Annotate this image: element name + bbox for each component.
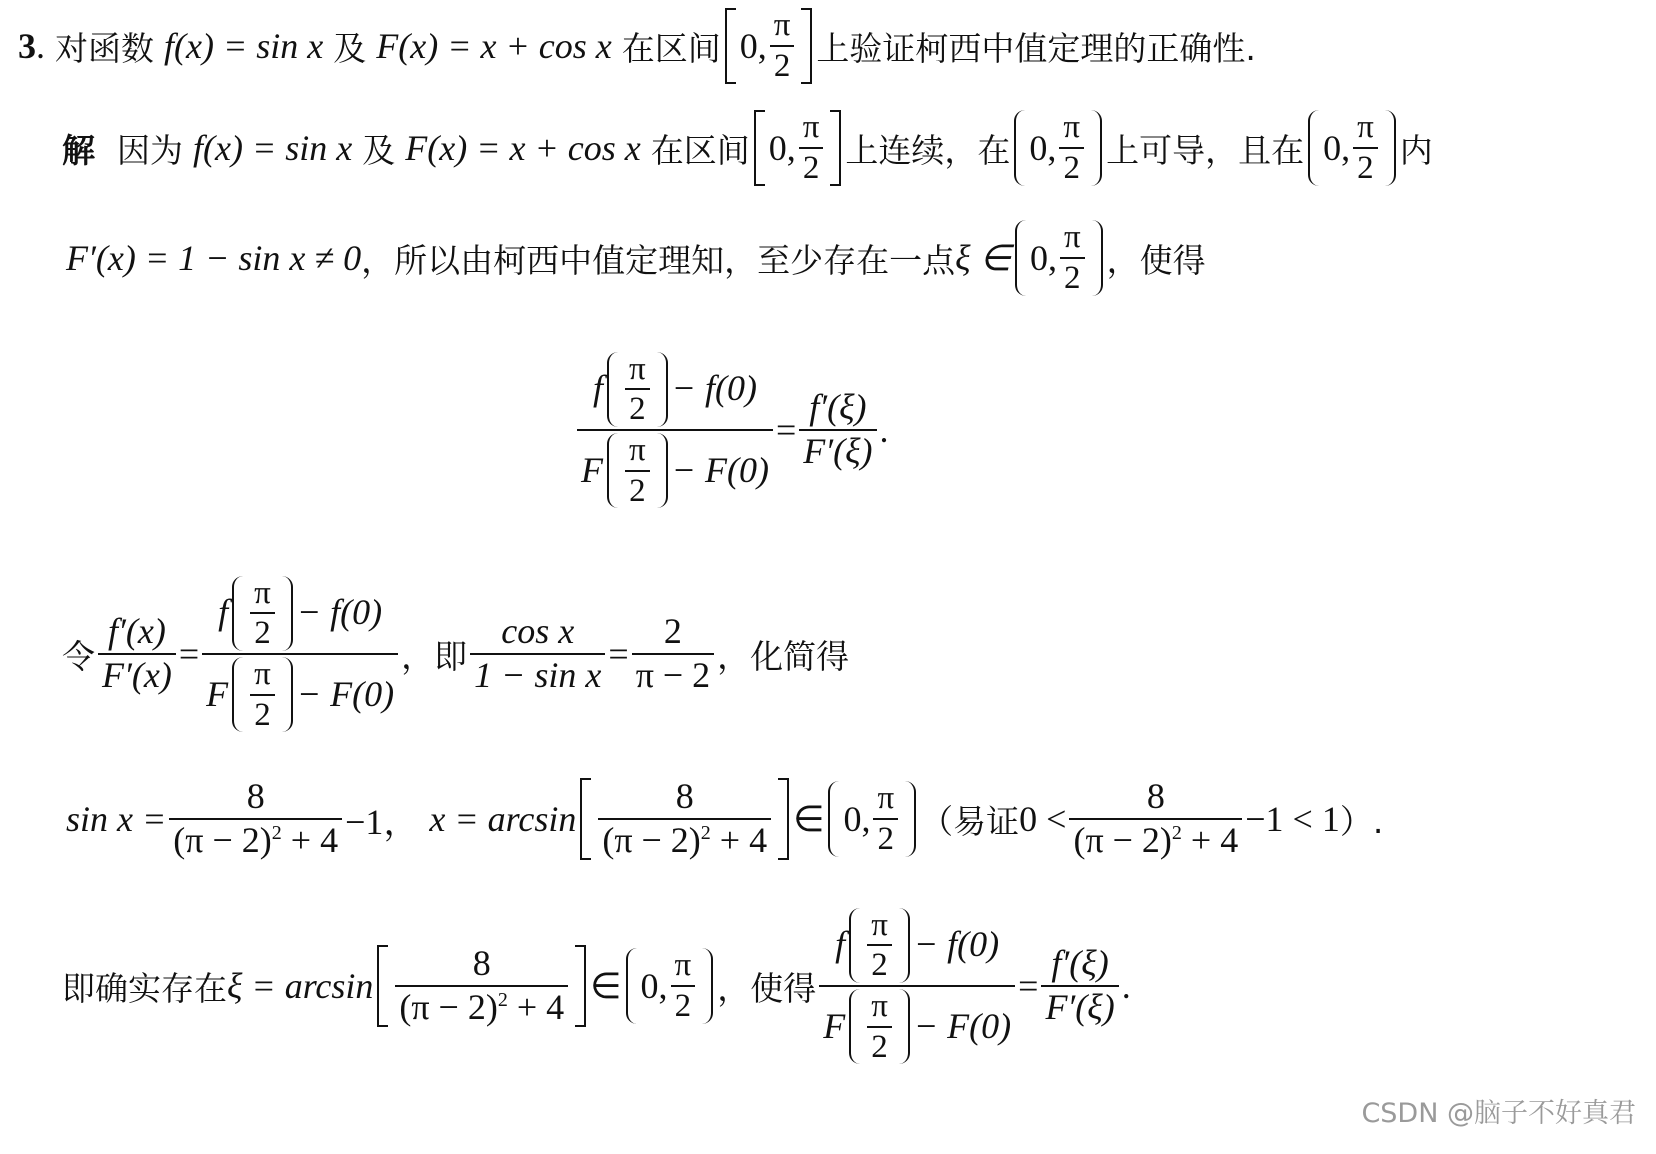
problem-intro: 对函数 bbox=[55, 28, 154, 68]
problem-statement: 3 . 对函数 f(x) = sin x 及 F(x) = x + cos x 在区间 0, $\frac{\pi}{2}$ 上验证柯西中值定理的正确性. bbox=[18, 7, 1256, 84]
f-definition: f(x) = sin x bbox=[164, 26, 324, 66]
closed-interval: 0, $\frac{\pi}{2}$ bbox=[754, 110, 842, 185]
solution-line-2: F′(x) = 1 − sin x ≠ 0 ，所以由柯西中值定理知，至少存在一点 ξ ∈ 0, $\frac{\pi}{2}$ ，使得 bbox=[66, 219, 1206, 296]
closed-interval: 0, $\frac{\pi}{2}$ bbox=[725, 8, 813, 83]
interval-word: 在区间 bbox=[621, 28, 721, 68]
sin-solution-line: sin x = $\frac{8}{(\pi - 2)^2 + 4}$ −1， x = arcsin $\frac{8}{(\pi - 2)^2 + 4}$ ∈ 0, $\frac{\pi}{2}$ （易证 0 < $\frac{8}{(\pi - 2)^2 + 4}$ −1 < 1 ）. bbox=[66, 776, 1384, 860]
solution-line-1: 解 因为 f(x) = sin x 及 F(x) = x + cos x 在区间 0, $\frac{\pi}{2}$ 上连续，在 0, $\frac{\pi}{2}$ 上可导，且在 0, $\frac{\pi}{2}$ 内 bbox=[62, 109, 1433, 186]
F-definition: F(x) = x + cos x bbox=[376, 26, 612, 66]
problem-tail: 上验证柯西中值定理的正确性. bbox=[816, 28, 1256, 68]
final-line: 即确实存在 ξ = arcsin $\frac{8}{(\pi - 2)^2 + 4}$ ∈ 0, $\frac{\pi}{2}$ ，使得 f $\frac{\pi}{2}$ − f(0) F $\frac{\pi}{2}$ − F(0) = $\frac{f'(\xi)}{F'(\xi)}$ . bbox=[62, 906, 1131, 1065]
F-prime-expression: F′(x) = 1 − sin x ≠ 0 bbox=[66, 238, 362, 278]
open-interval: 0, $\frac{\pi}{2}$ bbox=[828, 781, 916, 856]
let-line: 令 $\frac{f'(x)}{F'(x)}$ = f $\frac{\pi}{2}$ − f(0) F $\frac{\pi}{2}$ − F(0) ，即 $\frac{\text{cos x}}{\text{1 − sin x}}$ = $\frac{2}{\pi - 2}$ ，化简得 bbox=[62, 574, 850, 733]
solution-label: 解 bbox=[62, 130, 95, 170]
and-word: 及 bbox=[333, 28, 367, 68]
watermark: CSDN @脑子不好真君 bbox=[1361, 1098, 1636, 1129]
open-interval: 0, $\frac{\pi}{2}$ bbox=[1014, 110, 1102, 185]
cauchy-equation: f $\frac{\pi}{2}$ − f(0) F $\frac{\pi}{2}$ − F(0) = $\frac{f'(\xi)}{F'(\xi)}$ . bbox=[574, 332, 889, 528]
problem-number: 3 bbox=[18, 26, 36, 66]
open-interval: 0, $\frac{\pi}{2}$ bbox=[1015, 220, 1103, 295]
open-interval: 0, $\frac{\pi}{2}$ bbox=[626, 948, 714, 1023]
open-interval: 0, $\frac{\pi}{2}$ bbox=[1308, 110, 1396, 185]
